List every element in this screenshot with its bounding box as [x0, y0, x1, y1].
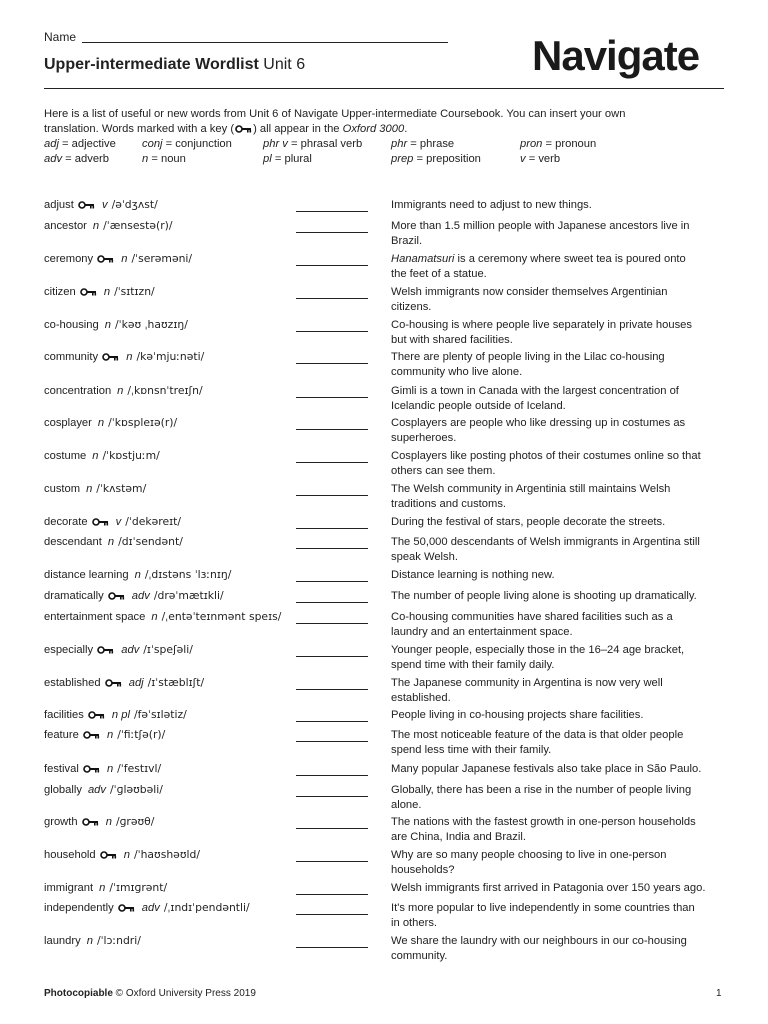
example-line-2: superheroes. — [391, 431, 457, 444]
title-main: Upper-intermediate Wordlist — [44, 56, 259, 73]
key-icon — [88, 711, 105, 719]
entry-word: citizen — [44, 286, 76, 298]
entry-pronunciation: /ˈkɒstjuːm/ — [102, 449, 160, 462]
entry-example — [391, 482, 731, 511]
abbreviation-item — [142, 152, 186, 167]
example-text: We share the laundry with our neighbours in our co-housing — [391, 935, 687, 947]
entry-term — [44, 252, 284, 267]
translation-line[interactable] — [296, 602, 368, 603]
translation-line[interactable] — [296, 775, 368, 776]
entry-term — [44, 610, 284, 625]
entry-pronunciation: /fəˈsɪlətiz/ — [133, 708, 187, 721]
entry-example — [391, 350, 731, 379]
example-text: More than 1.5 million people with Japanese ancestors live in — [391, 220, 690, 232]
abbreviation-item — [263, 152, 312, 167]
intro-line-2-d: . — [404, 122, 408, 135]
example-text: During the festival of stars, people decorate the streets. — [391, 516, 666, 528]
entry-pronunciation: /ˈkɒspleɪə(r)/ — [108, 416, 178, 429]
key-icon — [100, 851, 117, 859]
abbreviation-item — [44, 152, 109, 167]
entry-pronunciation: /ˈfestɪvl/ — [117, 762, 162, 775]
example-text: Immigrants need to adjust to new things. — [391, 199, 592, 211]
example-line-1 — [391, 848, 731, 863]
key-icon — [102, 353, 119, 361]
entry-word: feature — [44, 729, 79, 741]
key-icon — [118, 904, 135, 912]
example-line-1 — [391, 815, 731, 830]
entry-pos: n — [107, 536, 115, 548]
entry-word: concentration — [44, 385, 112, 397]
translation-line[interactable] — [296, 656, 368, 657]
example-line-2: alone. — [391, 798, 422, 811]
abbreviation-meaning: = preposition — [413, 153, 481, 165]
entry-pronunciation: /ˈɡləʊbəli/ — [110, 783, 163, 796]
abbreviation-code: n — [142, 153, 149, 165]
example-line-1 — [391, 881, 731, 896]
example-line-1 — [391, 219, 731, 234]
entry-example — [391, 285, 731, 314]
entry-word: globally — [44, 784, 82, 796]
entry-pos: n — [97, 417, 105, 429]
example-text: Many popular Japanese festivals also take place in São Paulo. — [391, 763, 702, 775]
translation-line[interactable] — [296, 721, 368, 722]
entry-term — [44, 568, 284, 583]
example-line-2: spend time with their family daily. — [391, 658, 555, 671]
abbreviation-code: pron — [520, 138, 543, 150]
example-line-2: others can see them. — [391, 464, 496, 477]
entry-word: household — [44, 849, 96, 861]
translation-line[interactable] — [296, 947, 368, 948]
entry-word: co-housing — [44, 319, 99, 331]
entry-word: facilities — [44, 709, 84, 721]
example-text: The Welsh community in Argentinia still maintains Welsh — [391, 483, 671, 495]
entry-pos: n — [126, 351, 133, 363]
example-text: Co-housing is where people live separately in private houses — [391, 319, 692, 331]
entry-word: dramatically — [44, 590, 104, 602]
page-title — [44, 56, 305, 74]
abbreviation-code: adj — [44, 138, 59, 150]
abbreviation-item — [391, 152, 481, 167]
example-text: The nations with the fastest growth in one-person households — [391, 816, 696, 828]
entry-term — [44, 515, 284, 530]
entry-term — [44, 848, 284, 863]
abbreviation-code: prep — [391, 153, 414, 165]
example-line-1 — [391, 252, 731, 267]
entry-pronunciation: /ɪˈspeʃəli/ — [143, 643, 193, 656]
entry-pos: adj — [128, 677, 144, 689]
entry-term — [44, 350, 284, 365]
entry-term — [44, 384, 284, 399]
example-text: The 50,000 descendants of Welsh immigrants in Argentina still — [391, 536, 700, 548]
example-text: Welsh immigrants first arrived in Patagonia over 150 years ago. — [391, 882, 706, 894]
entry-word: cosplayer — [44, 417, 92, 429]
title-unit: Unit 6 — [263, 56, 306, 73]
entry-term — [44, 219, 284, 234]
example-line-2: but with shared facilities. — [391, 333, 513, 346]
entry-pronunciation: /ɪˈstæblɪʃt/ — [147, 676, 205, 689]
entry-word: festival — [44, 763, 79, 775]
example-line-1 — [391, 318, 731, 333]
entry-pos: v — [115, 516, 122, 528]
entry-term — [44, 676, 284, 691]
entry-word: independently — [44, 902, 114, 914]
example-text: Co-housing communities have shared facilities such as a — [391, 611, 673, 623]
footer-copyright — [44, 988, 256, 999]
entry-pos: n — [99, 882, 106, 894]
abbreviation-meaning: = conjunction — [162, 138, 232, 150]
translation-line[interactable] — [296, 397, 368, 398]
entry-pos: n — [151, 611, 158, 623]
example-line-1 — [391, 198, 731, 213]
example-text: is a ceremony where sweet tea is poured onto — [454, 253, 686, 265]
example-line-1 — [391, 384, 731, 399]
entry-example — [391, 881, 731, 896]
intro-text — [44, 107, 704, 136]
entry-pos: n pl — [111, 709, 130, 721]
entry-word: costume — [44, 450, 87, 462]
key-icon — [235, 125, 252, 133]
entry-word: growth — [44, 816, 78, 828]
example-line-1 — [391, 728, 731, 743]
example-line-2: citizens. — [391, 300, 432, 313]
entry-word: immigrant — [44, 882, 94, 894]
entry-term — [44, 589, 284, 604]
entry-word: ancestor — [44, 220, 87, 232]
entry-word: ceremony — [44, 253, 94, 265]
example-line-1 — [391, 762, 731, 777]
translation-line[interactable] — [296, 548, 368, 549]
example-text: Gimli is a town in Canada with the largest concentration of — [391, 385, 679, 397]
entry-term — [44, 762, 284, 777]
abbreviation-meaning: = phrasal verb — [287, 138, 363, 150]
entry-pronunciation: /ˈsɪtɪzn/ — [114, 285, 155, 298]
abbreviation-meaning: = adjective — [58, 138, 116, 150]
intro-line-2-b: ) all appear in the — [253, 122, 343, 135]
entry-example — [391, 901, 731, 930]
example-text: The most noticeable feature of the data is that older people — [391, 729, 684, 741]
key-icon — [92, 518, 109, 526]
translation-line[interactable] — [296, 581, 368, 582]
entry-term — [44, 198, 284, 213]
entry-pos: n — [106, 729, 114, 741]
example-text: The Japanese community in Argentina is now very well — [391, 677, 663, 689]
entry-pos: n — [86, 935, 93, 947]
example-line-1 — [391, 285, 731, 300]
entry-word: descendant — [44, 536, 102, 548]
entry-term — [44, 901, 284, 916]
name-field-line[interactable] — [82, 42, 448, 43]
example-line-1 — [391, 708, 731, 723]
key-icon — [83, 731, 100, 739]
entry-example — [391, 783, 731, 812]
entry-example — [391, 848, 731, 877]
entry-example — [391, 762, 731, 777]
entry-term — [44, 728, 284, 743]
intro-line-2-a: translation. Words marked with a key ( — [44, 122, 235, 135]
entry-term — [44, 449, 284, 464]
example-line-1 — [391, 449, 731, 464]
example-line-2: the feet of a statue. — [391, 267, 487, 280]
example-line-2: are China, India and Brazil. — [391, 830, 526, 843]
entry-pronunciation: /ˈdekəreɪt/ — [125, 515, 181, 528]
translation-line[interactable] — [296, 331, 368, 332]
entry-pos: n — [123, 849, 130, 861]
example-text: There are plenty of people living in the Lilac co-housing — [391, 351, 665, 363]
example-line-1 — [391, 416, 731, 431]
example-line-1 — [391, 934, 731, 949]
translation-line[interactable] — [296, 623, 368, 624]
example-text: It's more popular to live independently in some countries than — [391, 902, 695, 914]
example-emphasis: Hanamatsuri — [391, 253, 455, 265]
entry-word: laundry — [44, 935, 81, 947]
abbreviation-item — [520, 137, 596, 152]
name-label: Name — [44, 30, 77, 44]
entry-pronunciation: /ˈɪmɪɡrənt/ — [109, 881, 168, 894]
entry-pronunciation: /ˈkʌstəm/ — [96, 482, 147, 495]
example-line-1 — [391, 643, 731, 658]
entry-pronunciation: /ˈkəʊ ˌhaʊzɪŋ/ — [114, 318, 188, 331]
header-divider — [44, 88, 724, 89]
entry-pronunciation: /ˌɪndɪˈpendəntli/ — [163, 901, 250, 914]
entry-word: established — [44, 677, 101, 689]
entry-pronunciation: /ˌentəˈteɪnmənt speɪs/ — [161, 610, 282, 623]
entry-term — [44, 881, 284, 896]
copyright-text: © Oxford University Press 2019 — [112, 988, 256, 999]
translation-line[interactable] — [296, 265, 368, 266]
entry-pronunciation: /ˌkɒnsnˈtreɪʃn/ — [127, 384, 203, 397]
translation-line[interactable] — [296, 528, 368, 529]
entry-pos: adv — [131, 590, 150, 602]
abbreviation-code: pl — [263, 153, 272, 165]
entry-pronunciation: /ɡrəʊθ/ — [115, 815, 155, 828]
entry-pos: n — [92, 450, 99, 462]
entry-pos: n — [106, 763, 114, 775]
entry-example — [391, 449, 731, 478]
key-icon — [83, 765, 100, 773]
abbreviation-item — [391, 137, 454, 152]
key-icon — [105, 679, 122, 687]
entry-term — [44, 708, 284, 723]
abbreviation-code: v — [520, 153, 526, 165]
intro-line-2 — [44, 122, 704, 137]
translation-line[interactable] — [296, 861, 368, 862]
entry-pos: n — [86, 483, 93, 495]
entry-example — [391, 252, 731, 281]
key-icon — [80, 288, 97, 296]
entry-pos: n — [103, 286, 111, 298]
entry-pronunciation: /ˈænsestə(r)/ — [103, 219, 173, 232]
example-text: Cosplayers are people who like dressing up in costumes as — [391, 417, 686, 429]
example-line-2: households? — [391, 863, 455, 876]
entry-word: custom — [44, 483, 81, 495]
key-icon — [108, 592, 125, 600]
page-number: 1 — [716, 988, 722, 999]
abbreviation-meaning: = phrase — [407, 138, 455, 150]
example-line-2: traditions and customs. — [391, 497, 507, 510]
translation-line[interactable] — [296, 462, 368, 463]
abbreviation-code: phr — [391, 138, 408, 150]
example-line-2: Brazil. — [391, 234, 423, 247]
entry-word: especially — [44, 644, 94, 656]
entry-term — [44, 482, 284, 497]
entry-pronunciation: /ˈlɔːndri/ — [96, 934, 141, 947]
entry-example — [391, 384, 731, 413]
entry-example — [391, 535, 731, 564]
example-line-2: laundry and an entertainment space. — [391, 625, 573, 638]
abbreviation-meaning: = noun — [148, 153, 186, 165]
entry-pos: n — [134, 569, 141, 581]
entry-word: decorate — [44, 516, 88, 528]
entry-term — [44, 285, 284, 300]
entry-example — [391, 934, 731, 963]
entry-word: community — [44, 351, 99, 363]
entry-term — [44, 535, 284, 550]
entry-pronunciation: /ˌdɪstəns ˈlɜːnɪŋ/ — [144, 568, 232, 581]
entry-word: distance learning — [44, 569, 129, 581]
entry-pos: n — [105, 816, 112, 828]
entry-pos: n — [117, 385, 124, 397]
translation-line[interactable] — [296, 363, 368, 364]
photocopiable-label: Photocopiable — [44, 988, 113, 999]
example-line-1 — [391, 610, 731, 625]
example-line-1 — [391, 783, 731, 798]
entry-word: entertainment space — [44, 611, 146, 623]
translation-line[interactable] — [296, 495, 368, 496]
entry-example — [391, 676, 731, 705]
entry-pronunciation: /ˈhaʊshəʊld/ — [133, 848, 200, 861]
translation-line[interactable] — [296, 828, 368, 829]
key-icon — [82, 818, 99, 826]
entry-example — [391, 198, 731, 213]
translation-line[interactable] — [296, 298, 368, 299]
example-text: Younger people, especially those in the 16–24 age bracket, — [391, 644, 685, 656]
example-text: Globally, there has been a rise in the number of people living — [391, 784, 692, 796]
translation-line[interactable] — [296, 211, 368, 212]
example-line-1 — [391, 350, 731, 365]
example-text: Distance learning is nothing new. — [391, 569, 555, 581]
entry-example — [391, 318, 731, 347]
example-line-1 — [391, 515, 731, 530]
example-line-2: community who live alone. — [391, 365, 523, 378]
entry-pos: n — [92, 220, 100, 232]
abbreviation-meaning: = pronoun — [542, 138, 597, 150]
entry-example — [391, 568, 731, 583]
abbreviation-meaning: = plural — [271, 153, 312, 165]
example-line-1 — [391, 535, 731, 550]
entry-word: adjust — [44, 199, 74, 211]
entry-pos: adv — [141, 902, 160, 914]
abbreviation-code: phr v — [263, 138, 288, 150]
key-icon — [97, 646, 114, 654]
navigate-logo: Navigate — [532, 32, 700, 79]
example-line-2: established. — [391, 691, 451, 704]
entry-pos: adv — [121, 644, 140, 656]
example-text: Welsh immigrants now consider themselves Argentinian — [391, 286, 668, 298]
example-text: Why are so many people choosing to live in one-person — [391, 849, 667, 861]
entry-example — [391, 708, 731, 723]
translation-line[interactable] — [296, 796, 368, 797]
example-text: People living in co-housing projects share facilities. — [391, 709, 644, 721]
translation-line[interactable] — [296, 894, 368, 895]
entry-term — [44, 934, 284, 949]
entry-example — [391, 815, 731, 844]
entry-pronunciation: /ˈfiːtʃə(r)/ — [117, 728, 166, 741]
abbreviation-item — [263, 137, 362, 152]
translation-line[interactable] — [296, 914, 368, 915]
abbreviation-meaning: = adverb — [62, 153, 110, 165]
entry-pronunciation: /drəˈmætɪkli/ — [153, 589, 224, 602]
entry-pronunciation: /kəˈmjuːnəti/ — [136, 350, 205, 363]
example-line-1 — [391, 901, 731, 916]
entry-term — [44, 416, 284, 431]
example-line-2: Icelandic people outside of Iceland. — [391, 399, 566, 412]
intro-line-1: Here is a list of useful or new words from Unit 6 of Navigate Upper-intermediate Coursebook. You can insert your own — [44, 108, 626, 120]
oxford-3000: Oxford 3000 — [342, 122, 405, 135]
abbreviation-code: conj — [142, 138, 163, 150]
example-line-2: speak Welsh. — [391, 550, 458, 563]
example-line-2: in others. — [391, 916, 438, 929]
example-line-1 — [391, 482, 731, 497]
key-icon — [78, 201, 95, 209]
entry-example — [391, 515, 731, 530]
key-icon — [97, 255, 114, 263]
entry-pronunciation: /ˈserəməni/ — [131, 252, 193, 265]
example-text: Cosplayers like posting photos of their costumes online so that — [391, 450, 701, 462]
abbreviation-code: adv — [44, 153, 63, 165]
entry-example — [391, 219, 731, 248]
example-line-2: spend less time with their family. — [391, 743, 552, 756]
abbreviation-item — [520, 152, 560, 167]
entry-example — [391, 643, 731, 672]
example-text: The number of people living alone is shooting up dramatically. — [391, 590, 697, 602]
translation-line[interactable] — [296, 741, 368, 742]
translation-line[interactable] — [296, 689, 368, 690]
entry-term — [44, 815, 284, 830]
entry-example — [391, 589, 731, 604]
abbreviation-item — [142, 137, 232, 152]
entry-pronunciation: /dɪˈsendənt/ — [118, 535, 183, 548]
entry-term — [44, 783, 284, 798]
entry-pos: v — [101, 199, 108, 211]
entry-example — [391, 416, 731, 445]
example-line-1 — [391, 676, 731, 691]
abbreviation-meaning: = verb — [525, 153, 561, 165]
entry-pronunciation: /əˈdʒʌst/ — [111, 198, 158, 211]
abbreviation-item — [44, 137, 116, 152]
example-line-2: community. — [391, 949, 448, 962]
entry-example — [391, 610, 731, 639]
entry-pos: adv — [87, 784, 106, 796]
entry-pos: n — [104, 319, 111, 331]
example-line-1 — [391, 589, 731, 604]
entry-pos: n — [121, 253, 128, 265]
entry-example — [391, 728, 731, 757]
entry-term — [44, 318, 284, 333]
translation-line[interactable] — [296, 429, 368, 430]
example-line-1 — [391, 568, 731, 583]
translation-line[interactable] — [296, 232, 368, 233]
entry-term — [44, 643, 284, 658]
